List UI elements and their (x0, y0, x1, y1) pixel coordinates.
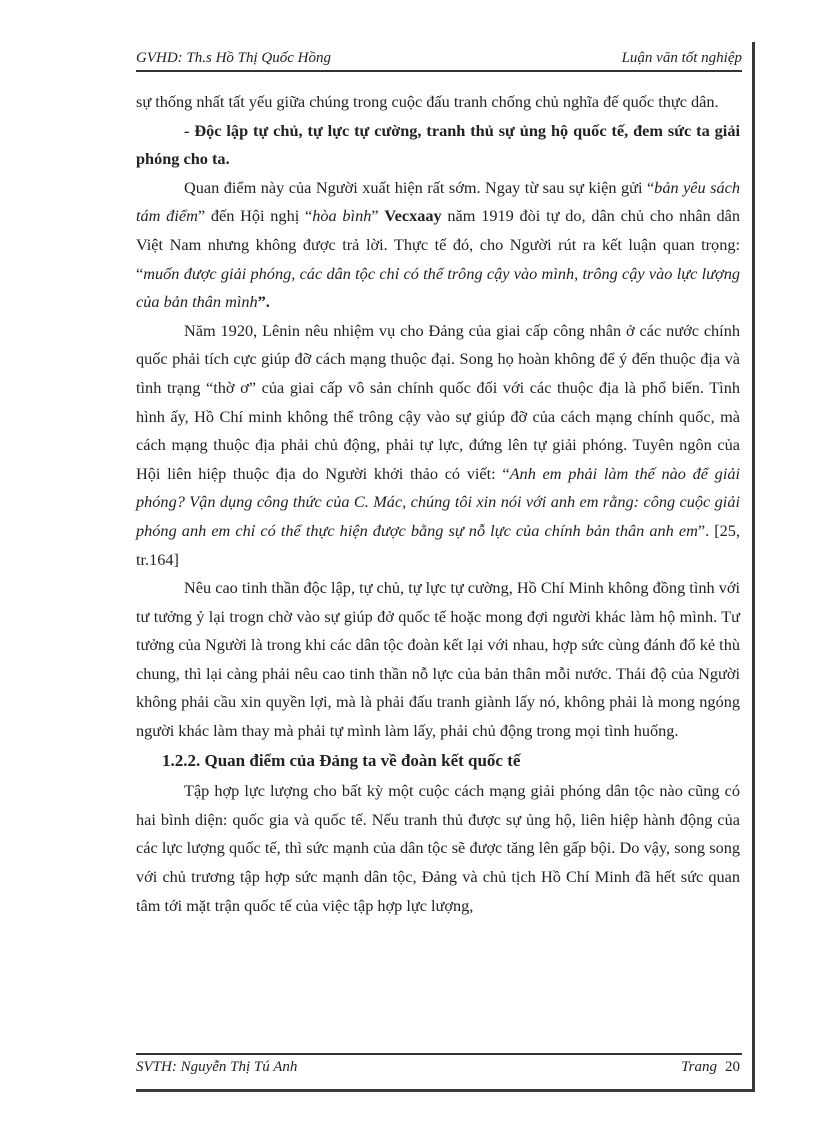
p3-italic-quote: muốn được giải phóng, các dân tộc chỉ có thể trông cậy vào mình, trông cậy vào lực lượng của bản thân mình (136, 263, 740, 312)
paragraph-5: Nêu cao tinh thần độc lập, tự chủ, tự lực tự cường, Hồ Chí Minh không đồng tình với tư tưởng ỷ lại trogn chờ vào sự giúp đở quốc tế hoặc mong đợi người khác làm hộ mình. Tư tưởng của Người là trong khi các dân tộc đoàn kết lại với nhau, hợp sức cùng đánh đổ kẻ thù chung, thì lại càng phải nêu cao tinh thần nỗ lực của bản thân mỗi nước. Thái độ của Người không phải cầu xin quyền lợi, mà là phải đấu tranh giành lấy nó, không phải là mong ngóng người khác làm thay mà phải tự mình làm lấy, phải chủ động trong mọi tình huống. (136, 578, 740, 741)
p3-text-a: Quan điểm này của Người xuất hiện rất sớm. Ngay từ sau sự kiện gửi “ (184, 177, 655, 197)
footer-divider (136, 1053, 742, 1055)
paragraph-3 (136, 174, 740, 317)
header-divider (136, 70, 742, 72)
p4-citation: ”. [25, tr.164] (136, 520, 741, 569)
paragraph-4 (136, 317, 740, 574)
p3-text-i: ”. (257, 292, 270, 312)
p3-italic-b: bản yêu sách tám điểm (136, 177, 740, 226)
header-doc-type: Luận văn tốt nghiệp (621, 50, 742, 66)
page-label: Trang (681, 1059, 717, 1075)
paragraph-6: Tập hợp lực lượng cho bất kỳ một cuộc cách mạng giải phóng dân tộc nào cũng có hai bình diện: quốc gia và quốc tế. Nếu tranh thủ được sự ủng hộ, liên hiệp hành động của các lực lượng quốc tế, thì sức mạnh của dân tộc sẽ được tăng lên gấp bội. Do vậy, song song với chủ trương tập hợp sức mạnh dân tộc, Đảng và chủ tịch Hồ Chí Minh đã hết sức quan tâm tới mặt trận quốc tế của việc tập hợp lực lượng, (136, 781, 740, 915)
p3-bold-f: Vecxaay (384, 206, 442, 226)
p3-italic-d: hòa bình (312, 206, 372, 226)
paragraph-2-bold: - Độc lập tự chủ, tự lực tự cường, tranh thủ sự ủng hộ quốc tế, đem sức ta giải phóng cho ta. (136, 120, 740, 169)
page-body (136, 88, 740, 920)
page-border-right (752, 42, 755, 1092)
footer-student: SVTH: Nguyễn Thị Tú Anh (136, 1059, 298, 1075)
p3-text-e: ” (371, 206, 385, 226)
p4-italic-quote: Anh em phải làm thế nào để giải phóng? Vận dụng công thức của C. Mác, chúng tôi xin nói với anh em rằng: công cuộc giải phóng anh em chỉ có thể thực hiện được bằng sự nỗ lực của chính bản thân anh em (136, 463, 741, 540)
p4-text-a: Năm 1920, Lênin nêu nhiệm vụ cho Đảng của giai cấp công nhân ở các nước chính quốc phải tích cực giúp đỡ cách mạng thuộc đại. Song họ hoàn không để ý đến thuộc địa và tình trạng “thờ ơ” của giai cấp vô sản chính quốc đối với các thuộc địa là phổ biến. Tình hình ấy, Hồ Chí minh không thể trông cậy vào sự giúp đỡ của cách mạng chính quốc, mà cách mạng thuộc địa phải chủ động, phải tự lực, đứng lên tự giải phóng. Tuyên ngôn của Hội liên hiệp thuộc địa do Người khởi thảo có viết: “ (136, 320, 740, 483)
p3-text-g: năm 1919 đòi tự do, dân chủ cho nhân dân Việt Nam nhưng không được trả lời. Thực tế đó, cho Người rút ra kết luận quan trọng: “ (136, 206, 741, 283)
page-border-bottom (136, 1089, 755, 1092)
footer-page (681, 1059, 740, 1076)
header-advisor: GVHD: Th.s Hồ Thị Quốc Hồng (136, 50, 331, 66)
paragraph-1: sự thống nhất tất yếu giữa chúng trong cuộc đấu tranh chống chủ nghĩa đế quốc thực dân. (136, 92, 719, 111)
section-heading: 1.2.2. Quan điểm của Đảng ta về đoàn kết quốc tế (162, 750, 521, 770)
page-header (136, 46, 742, 70)
page-footer (136, 1057, 740, 1081)
p3-text-c: ” đến Hội nghị “ (197, 206, 313, 226)
page-number: 20 (725, 1059, 740, 1075)
